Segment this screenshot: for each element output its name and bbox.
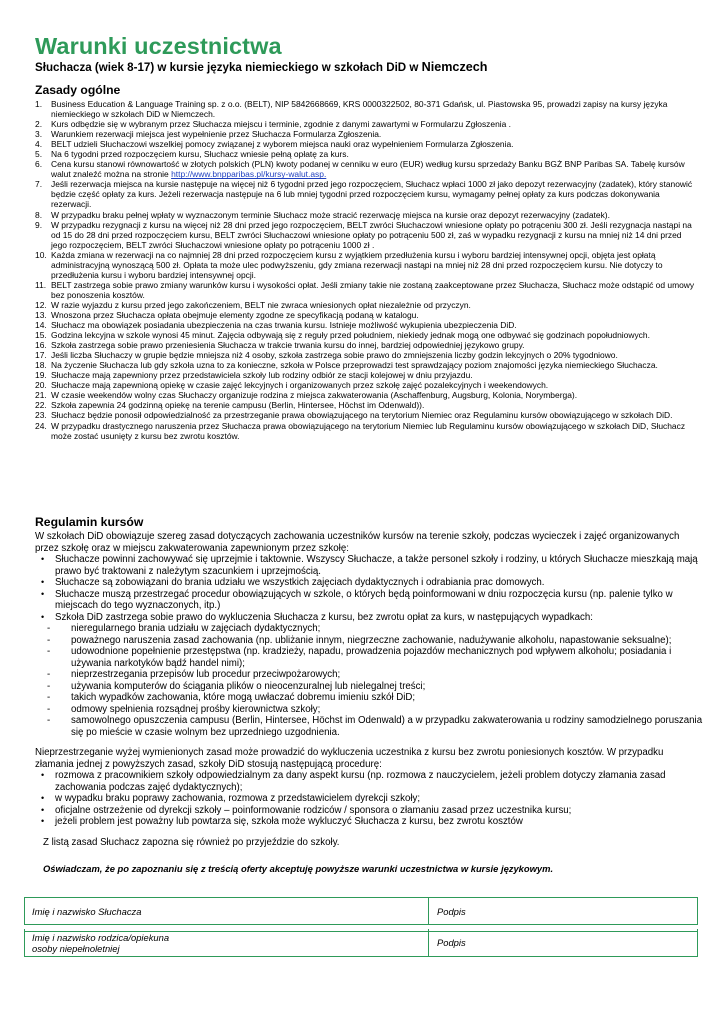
rule-item [35,350,695,360]
procedure-step [35,793,703,805]
exclusion-reason [35,692,703,704]
exclusion-reason-text: udowodnione popełnienie przestępstwa (np. kradzieży, napadu, prowadzenia pojazdów mechanicznych pod wpływem alkoholu; posiadania i używania narkotyków bądź handel nimi); [71,646,672,669]
conduct-rule [35,612,703,624]
rule-item [35,400,695,410]
rule-text: Kurs odbędzie się w wybranym przez Słuchacza miejscu i terminie, zgodnie z danymi zawartymi w Formularzu Zgłoszenia . [51,119,512,130]
exclusion-reason-text: odmowy spełnienia rozsądnej prośby kierownictwa szkoły; [71,703,321,715]
exclusion-reason [35,669,703,681]
rule-text: Cena kursu stanowi równowartość w złotych polskich (PLN) kwoty podanej w cenniku w euro (EUR) według kursu sprzedaży Banku BGŻ BNP Paribas SA. Tabelę kursów walut znaleźć można na stronie [51,159,685,180]
exclusion-reason [35,635,703,647]
bullet-icon: • [41,554,45,564]
rule-text: Godzina lekcyjna w szkole wynosi 45 minut. Zajęcia odbywają się z reguły przed południem, niekiedy jednak mogą one odbywać się godzinach popołudniowych. [51,330,650,341]
rule-text: W przypadku braku pełnej wpłaty w wyznaczonym terminie Słuchacz może stracić rezerwację miejsca na kursie oraz depozyt rezerwacyjny (zadatek). [51,209,610,220]
rule-item [35,330,695,340]
rule-number: 7. [35,179,43,190]
rule-item [35,370,695,380]
rule-item [35,149,695,159]
rule-number: 9. [35,219,43,230]
exclusion-reason-text: nieregularnego brania udziału w zajęciach dydaktycznych; [71,623,321,634]
rule-number: 23. [35,410,47,421]
rule-text: W czasie weekendów wolny czas Słuchaczy organizuje rodzina z miejsca zakwaterowania (Aschaffenburg, Augsburg, Kolonia, Norymberga). [51,390,578,401]
rule-text: Business Education & Language Training sp. z o.o. (BELT), NIP 5842668669, KRS 0000322502, 80-371 Gdańsk, ul. Piastowska 95, prowadzi zapisy na kursy języka niemieckiego w szkołach DiD w Niemczech. [51,99,668,120]
rule-item [35,139,695,149]
exclusion-reason-text: używania komputerów do ściągania plików o nieocenzuralnej lub nielegalnej treści; [71,680,426,692]
exclusion-reason [35,623,703,635]
rule-item [35,250,695,280]
rule-number: 17. [35,350,47,361]
rule-text: Wnoszona przez Słuchacza opłata obejmuje elementy zgodne ze specyfikacją podaną w katalogu. [51,309,419,320]
dash-icon: - [47,680,51,692]
rule-text: BELT zastrzega sobie prawo zmiany warunków kursu i wysokości opłat. Jeśli zmiany takie nie zostaną zaakceptowane przez Słuchacza, Słuchacz może odstąpić od umowy bez ponoszenia kosztów. [51,279,695,300]
rule-number: 13. [35,309,47,320]
bullet-icon: • [41,770,45,780]
rule-item [35,340,695,350]
general-rules-list [35,99,695,441]
rule-text: Słuchacz ma obowiązek posiadania ubezpieczenia na czas trwania kursu. Istnieje możliwość wykupienia ubezpieczenia DiD. [51,320,517,331]
rule-item [35,159,695,179]
rule-text: Warunkiem rezerwacji miejsca jest wypełnienie przez Słuchacza Formularza Zgłoszenia. [51,129,382,140]
rule-text: Jeśli liczba Słuchaczy w grupie będzie mniejsza niż 4 osoby, szkoła zastrzega sobie prawo do zmniejszenia liczby godzin lekcyjnych o 20% tygodniowo. [51,350,618,361]
page-subtitle [35,60,487,74]
rule-number: 20. [35,380,47,391]
student-signature-field[interactable] [429,898,697,924]
rule-item [35,179,695,209]
rule-number: 16. [35,340,47,351]
procedure-step-text: rozmowa z pracownikiem szkoły odpowiedzialnym za dany aspekt kursu (np. rozmowa z nauczycielem, jeżeli problem dotyczy złamania zasad zachowania podczas zajęć dydaktycznych); [55,770,666,793]
rule-item [35,320,695,330]
conduct-rule-text: Słuchacze są zobowiązani do brania udziału we wszystkich zajęciach dydaktycznych i odrabiania prac domowych. [55,577,545,588]
student-signature-label: Podpis [437,905,466,917]
conduct-rule-text: Słuchacze powinni zachowywać się uprzejmie i taktownie. Wszyscy Słuchacze, a także personel szkoły i rodziny, u których Słuchacze mieszkają mają prawo być traktowani z należytym szacunkiem i uprzejmością. [55,554,698,577]
conduct-rule [35,554,703,577]
rule-item [35,99,695,119]
student-name-label: Imię i nazwisko Słuchacza [32,905,142,917]
declaration-text: Oświadczam, że po zapoznaniu się z treścią oferty akceptuję powyższe warunki uczestnictwa w kursie językowym. [43,863,554,874]
exclusion-reason-text: poważnego naruszenia zasad zachowania (np. ubliżanie innym, niegrzeczne zachowanie, nadużywanie alkoholu, napastowanie seksualne); [71,634,672,646]
rule-item [35,210,695,220]
parent-name-label-line1: Imię i nazwisko rodzica/opiekuna [32,931,170,943]
rule-text: Na 6 tygodni przed rozpoczęciem kursu, Słuchacz wniesie pełną opłatę za kurs. [51,149,349,160]
dash-icon: - [47,646,51,657]
exclusion-reason [35,646,703,669]
bullet-icon: • [41,611,45,622]
parent-name-label-line2: osoby niepełnoletniej [32,942,120,954]
regulations-intro: W szkołach DiD obowiązuje szereg zasad dotyczących zachowania uczestników kursów na terenie szkoły, podczas wycieczek i zajęć organizowanych przez szkołę oraz w miejscu zakwaterowania zapewnionym przez szkołę: [35,531,680,554]
rule-number: 22. [35,400,47,411]
rule-number: 6. [35,159,43,170]
procedure-steps-list [35,770,703,828]
rule-text: W przypadku drastycznego naruszenia przez Słuchacza prawa obowiązującego na terytorium Niemiec lub Regulaminu kursów obowiązującego w szkołach DiD, Słuchacz może zostać usunięty z kursu bez zwrotu kosztów. [51,420,686,441]
bullet-icon: • [41,577,45,587]
rule-item [35,380,695,390]
conduct-rule [35,589,703,612]
rule-number: 12. [35,299,47,310]
rule-number: 3. [35,129,43,140]
parent-signature-field[interactable] [429,929,697,956]
procedure-step [35,770,703,793]
rule-number: 11. [35,279,47,290]
procedure-step-text: oficjalne ostrzeżenie od dyrekcji szkoły – poinformowanie rodziców / sponsora o złamaniu zasad przez uczestnika kursu; [55,804,572,816]
rule-text: Słuchacze mają zapewniony przez przedstawiciela szkoły lub rodziny odbiór ze stacji kolejowej w dniu przyjazdu. [51,370,473,381]
rule-item [35,119,695,129]
rule-text: W przypadku rezygnacji z kursu na więcej niż 28 dni przed jego rozpoczęciem, BELT zwróci Słuchaczowi wniesione opłaty po potrąceniu 300 zł. Jeśli rezygnacja nastąpi na od 15 do 28 dni przed rozpoczęciem kursu, BELT zwróci Słuchaczowi wniesione opłaty po potrąceniu 500 zł, zaś w wypadku rezygnacji z kursu na mniej niż 14 dni przed jego rozpoczęciem, BELT zwróci Słuchaczowi wniesione opłaty po potrąceniu 1000 zł . [51,219,692,250]
rule-text: Jeśli rezerwacja miejsca na kursie następuje na więcej niż 6 tygodni przed jego rozpoczęciem, Słuchacz wpłaci 1000 zł jako depozyt rezerwacyjny (zadatek), który stanowić będzie część opłaty za kurs. Jeżeli rezerwacja następuje na 6 lub mniej tygodni przed rozpoczęciem kursu, wymagamy pełnej opłaty za kurs podczas dokonywania rezerwacji. [51,179,693,210]
bullet-icon: • [41,588,45,599]
parent-signature-row [24,929,698,957]
exclusion-reason-text: samowolnego opuszczenia campusu (Berlin, Hintersee, Höchst im Odenwald) a w przypadku zakwaterowania u rodziny samodzielnego poruszania się po mieście w czasie wolnym bez uprzedniego uzgodnienia. [71,715,703,738]
rule-number: 24. [35,420,47,431]
rule-number: 19. [35,370,47,381]
procedure-intro: Nieprzestrzeganie wyżej wymienionych zasad może prowadzić do wykluczenia uczestnika z kursu bez zwrotu poniesionych kosztów. W przypadku złamania jednej z powyższych zasad, szkoły DiD stosują następującą procedurę: [35,747,664,770]
dash-icon: - [47,634,51,646]
subtitle-text: Słuchacza (wiek 8-17) w kursie języka niemieckiego w szkołach DiD w [35,61,419,74]
section-heading-general-rules: Zasady ogólne [35,83,121,97]
procedure-step-text: w wypadku braku poprawy zachowania, rozmowa z przedstawicielem dyrekcji szkoły; [55,793,421,804]
rule-number: 5. [35,149,43,160]
dash-icon: - [47,715,51,726]
rule-number: 8. [35,209,43,220]
exclusion-reason [35,704,703,716]
procedure-step [35,805,703,817]
page-title: Warunki uczestnictwa [35,33,282,59]
conduct-rule [35,577,703,589]
rules-note: Z listą zasad Słuchacz zapozna się również po przyjeździe do szkoły. [43,836,340,848]
rule-item [35,300,695,310]
conduct-rule-text: Szkoła DiD zastrzega sobie prawo do wykluczenia Słuchacza z kursu, bez zwrotu opłat za kurs, w następujących wypadkach: [55,611,593,623]
procedure-step-text: jeżeli problem jest poważny lub powtarza się, szkoła może wykluczyć Słuchacza z kursu, bez zwrotu kosztów [55,816,523,827]
rule-text: Na życzenie Słuchacza lub gdy szkoła uzna to za konieczne, szkoła w Polsce przeprowadzi test sprawdzający poziom znajomości języka niemieckiego Słuchacza. [51,360,658,371]
rule-text: Szkoła zastrzega sobie prawo przeniesienia Słuchacza w trakcie trwania kursu do innej, bardziej odpowiedniej językowo grupy. [51,340,525,351]
conduct-rule-text: Słuchacze muszą przestrzegać procedur obowiązujących w szkole, o których będą poinformowani w dniu rozpoczęcia kursu (np. palenie tylko w miejscach do tego wyznaczonych, itp.) [55,588,673,611]
exclusion-reason-text: takich wypadków zachowania, które mogą uwłaczać dobremu imieniu szkół DiD; [71,692,416,703]
bullet-icon: • [41,816,45,826]
currency-rates-link[interactable]: http://www.bnpparibas.pl/kursy-walut.asp. [171,169,327,180]
rule-item [35,280,695,300]
rule-text: BELT udzieli Słuchaczowi wszelkiej pomocy związanej z wyborem miejsca nauki oraz wypełnieniem Formularza Zgłoszenia. [51,139,514,150]
exclusion-reason-text: nieprzestrzegania przepisów lub procedur przeciwpożarowych; [71,669,341,680]
rule-number: 18. [35,360,47,371]
rule-item [35,360,695,370]
dash-icon: - [47,669,51,680]
rule-item [35,129,695,139]
rule-number: 15. [35,330,47,341]
course-regulations [35,531,703,875]
rule-item [35,410,695,420]
parent-signature-label: Podpis [437,937,466,948]
rule-number: 4. [35,139,43,150]
rule-text: Szkoła zapewnia 24 godzinną opiekę na terenie campusu (Berlin, Hintersee, Höchst im Odenwald)). [51,400,425,411]
rule-text: Każda zmiana w rezerwacji na co najmniej 28 dni przed rozpoczęciem kursu z wyjątkiem przedłużenia kursu i wyboru bardziej intensywnej opcji, objęta jest opłatą administracyjną wynoszącą 500 zł. Opłata ta może ulec podwyższeniu, gdy zmiana rezerwacji nastąpi na mniej niż 28 dni przed rozpoczęciem kursu. Nie dotyczy to przedłużenia kursu i wyboru bardziej intensywnej opcji. [51,249,663,280]
rule-text: Słuchacz będzie ponosił odpowiedzialność za przestrzeganie prawa obowiązującego na terytorium Niemiec oraz Regulaminu kursów obowiązującego w szkołach DiD. [51,410,673,421]
conduct-rules-list [35,554,703,623]
exclusion-reason [35,681,703,693]
rule-item [35,390,695,400]
parent-name-field[interactable] [25,929,429,956]
student-name-field[interactable] [25,898,429,924]
rule-number: 14. [35,320,47,331]
rule-number: 21. [35,390,47,401]
dash-icon: - [47,623,51,634]
rule-text: W razie wyjazdu z kursu przed jego zakończeniem, BELT nie zwraca wniesionych opłat niezależnie od przyczyn. [51,299,471,310]
student-signature-row [24,897,698,925]
dash-icon: - [47,692,51,703]
rule-item [35,220,695,250]
bullet-icon: • [41,804,45,815]
rule-number: 10. [35,249,47,260]
procedure-step [35,816,703,828]
exclusion-reasons-list [35,623,703,738]
rule-text: Słuchacze mają zapewnioną opiekę w czasie zajęć lekcyjnych i organizowanych przez szkołę zajęć pozalekcyjnych i weekendowych. [51,380,549,391]
exclusion-reason [35,715,703,738]
bullet-icon: • [41,793,45,803]
rule-item [35,421,695,441]
rule-number: 1. [35,99,43,109]
rule-number: 2. [35,119,43,130]
dash-icon: - [47,703,51,715]
rule-item [35,310,695,320]
section-heading-course-regulations: Regulamin kursów [35,515,144,529]
subtitle-country: Niemczech [421,60,488,74]
